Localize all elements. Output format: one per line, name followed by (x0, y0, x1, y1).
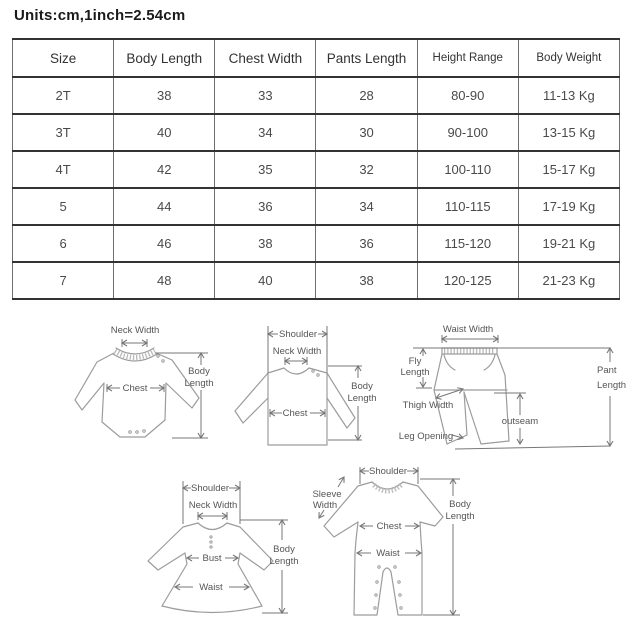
table-row (13, 262, 620, 299)
pants-pant-length-label-line2: Length (597, 380, 627, 391)
size-cell: 6 (13, 225, 114, 262)
col-header-body-length: Body Length (114, 39, 215, 77)
cell: 80-90 (417, 77, 518, 114)
cell: 13-15 Kg (518, 114, 619, 151)
pants-pant-length-label-line1: Pant (597, 365, 617, 376)
romper-chest-label: Chest (376, 521, 402, 532)
cell: 44 (114, 188, 215, 225)
pants-thigh-width-label: Thigh Width (402, 400, 454, 411)
cell: 17-19 Kg (518, 188, 619, 225)
size-table-header (13, 39, 620, 77)
tshirt-outline (235, 368, 355, 445)
bodysuit-neck-width-dimension (122, 339, 147, 347)
table-row (13, 225, 620, 262)
romper-shoulder-label: Shoulder (368, 466, 408, 477)
romper-diagram (310, 460, 500, 632)
romper-sleeve-width-label-line1: Sleeve (312, 489, 342, 500)
tshirt-neck-width-dimension (285, 357, 307, 365)
cell: 38 (215, 225, 316, 262)
size-cell: 7 (13, 262, 114, 299)
bodysuit-chest-label: Chest (122, 383, 148, 394)
dress-neck-width-label: Neck Width (188, 500, 238, 511)
dress-shoulder-label: Shoulder (190, 483, 230, 494)
dress-buttons (210, 536, 212, 548)
cell: 48 (114, 262, 215, 299)
cell: 36 (316, 225, 417, 262)
cell: 34 (316, 188, 417, 225)
cell: 100-110 (417, 151, 518, 188)
pants-waist-width-dimension (413, 335, 610, 348)
table-row (13, 188, 620, 225)
dress-bust-label: Bust (202, 553, 222, 564)
cell: 35 (215, 151, 316, 188)
table-row (13, 114, 620, 151)
size-cell: 4T (13, 151, 114, 188)
cell: 38 (114, 77, 215, 114)
pants-waist-width-label: Waist Width (442, 324, 494, 335)
bodysuit-crotch-snaps (129, 430, 146, 434)
tshirt-body-length-label-line1: Body (351, 381, 373, 392)
cell: 32 (316, 151, 417, 188)
dress-diagram (130, 466, 315, 631)
cell: 40 (114, 114, 215, 151)
cell: 36 (215, 188, 316, 225)
cell: 34 (215, 114, 316, 151)
size-cell: 5 (13, 188, 114, 225)
romper-waist-label: Waist (376, 548, 400, 559)
table-row (13, 151, 620, 188)
pants-outseam-label: outseam (501, 416, 539, 427)
cell: 90-100 (417, 114, 518, 151)
size-cell: 2T (13, 77, 114, 114)
size-cell: 3T (13, 114, 114, 151)
col-header-height-range: Height Range (417, 39, 518, 77)
pants-outline (434, 348, 509, 444)
romper-snaps (374, 566, 402, 609)
size-table-body (13, 77, 620, 299)
pants-fly-length-label-line2: Length (400, 367, 430, 378)
tshirt-diagram (225, 318, 390, 468)
dress-waist-label: Waist (199, 582, 223, 593)
bodysuit-diagram (62, 320, 214, 465)
cell: 19-21 Kg (518, 225, 619, 262)
cell: 42 (114, 151, 215, 188)
dress-body-length-label-line1: Body (273, 544, 295, 555)
cell: 115-120 (417, 225, 518, 262)
col-header-pants-length: Pants Length (316, 39, 417, 77)
cell: 33 (215, 77, 316, 114)
cell: 110-115 (417, 188, 518, 225)
size-table (12, 38, 620, 300)
tshirt-shoulder-label: Shoulder (278, 329, 318, 340)
bodysuit-neck-width-label: Neck Width (110, 325, 160, 336)
romper-body-length-label-line1: Body (449, 499, 471, 510)
romper-body-length-label-line2: Length (445, 511, 475, 522)
bodysuit-body-length-label-line1: Body (188, 366, 210, 377)
dress-neck-width-dimension (198, 512, 227, 520)
cell: 11-13 Kg (518, 77, 619, 114)
cell: 46 (114, 225, 215, 262)
table-row (13, 77, 620, 114)
tshirt-neck-width-label: Neck Width (272, 346, 322, 357)
cell: 38 (316, 262, 417, 299)
pants-fly-length-label-line1: Fly (408, 356, 422, 367)
cell: 28 (316, 77, 417, 114)
dress-body-length-label-line2: Length (269, 556, 299, 567)
pants-diagram (390, 318, 632, 463)
header-row (13, 39, 620, 77)
bodysuit-body-length-label-line2: Length (184, 378, 214, 389)
tshirt-body-length-label-line2: Length (347, 393, 377, 404)
col-header-size: Size (13, 39, 114, 77)
pants-leg-opening-label: Leg Opening (398, 431, 454, 442)
col-header-chest-width: Chest Width (215, 39, 316, 77)
cell: 120-125 (417, 262, 518, 299)
cell: 30 (316, 114, 417, 151)
pants-leg-opening-dimension (452, 435, 463, 438)
col-header-body-weight: Body Weight (518, 39, 619, 77)
romper-sleeve-width-label-line2: Width (312, 500, 338, 511)
cell: 40 (215, 262, 316, 299)
tshirt-chest-label: Chest (282, 408, 308, 419)
cell: 21-23 Kg (518, 262, 619, 299)
units-note: Units:cm,1inch=2.54cm (14, 7, 186, 24)
romper-collar-ribbing (374, 485, 401, 491)
cell: 15-17 Kg (518, 151, 619, 188)
